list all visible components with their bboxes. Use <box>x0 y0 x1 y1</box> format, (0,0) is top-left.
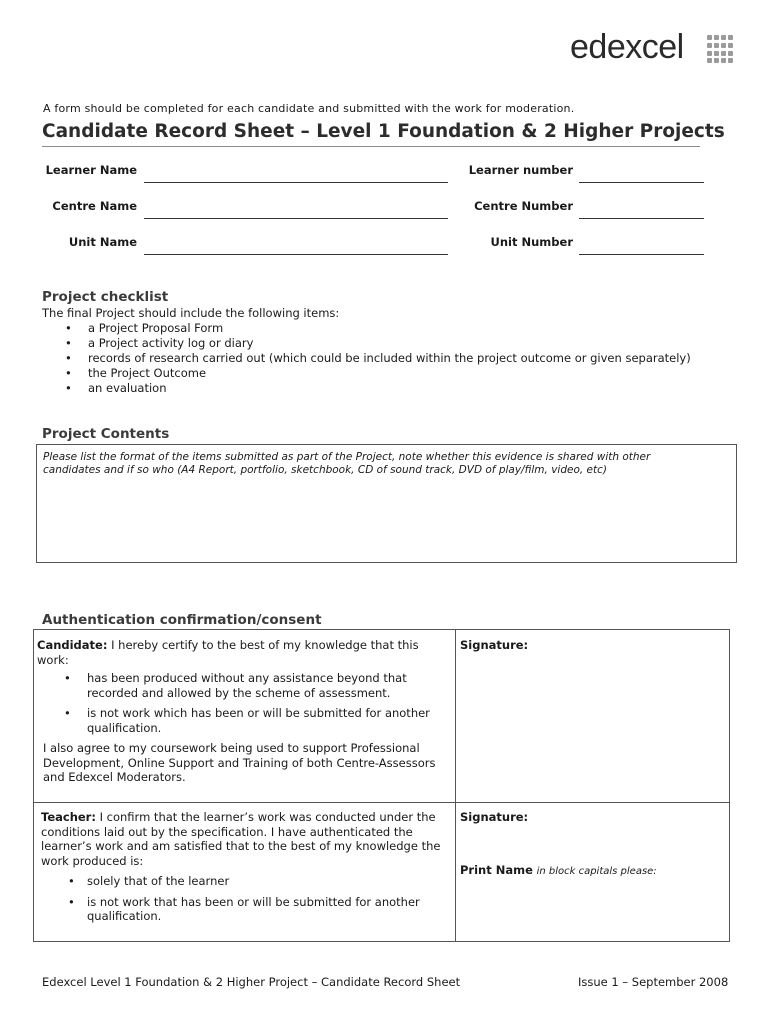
list-item: • is not work which has been or will be submitted for another qualification. <box>37 706 447 735</box>
logo-dots-icon <box>707 35 734 64</box>
intro-text: A form should be completed for each candidate and submitted with the work for moderation. <box>43 102 575 115</box>
list-item: • a Project Proposal Form <box>42 321 742 336</box>
centre-number-label: Centre Number <box>474 199 573 213</box>
checklist-heading: Project checklist <box>42 289 169 305</box>
contents-instructions: Please list the format of the items submitted as part of the Project, note whether this evidence is shared with other candidates and if so who (A4 Report, portfolio, sketchbook, CD of sound track, DVD of play/film, video, etc) <box>43 451 651 476</box>
table-column-divider <box>455 630 456 941</box>
unit-number-label: Unit Number <box>490 235 573 249</box>
candidate-statement: I hereby certify to the best of my knowledge that this work: <box>37 638 419 667</box>
candidate-signature-field[interactable] <box>457 660 725 798</box>
authentication-heading: Authentication confirmation/consent <box>42 612 322 628</box>
teacher-label: Teacher: <box>41 810 96 824</box>
print-name-row <box>460 863 725 880</box>
print-name-note: in block capitals please: <box>536 866 657 877</box>
authentication-table <box>33 629 730 942</box>
learner-number-label: Learner number <box>468 163 573 177</box>
checklist-intro: The final Project should include the following items: <box>42 306 340 320</box>
title-divider <box>42 146 700 147</box>
centre-number-field[interactable] <box>579 218 704 219</box>
list-item: • the Project Outcome <box>42 366 742 381</box>
centre-name-label: Centre Name <box>52 199 137 213</box>
candidate-cell <box>37 638 447 785</box>
teacher-cell <box>41 810 451 930</box>
centre-name-field[interactable] <box>144 218 448 219</box>
teacher-signature-label: Signature: <box>460 810 529 824</box>
learner-name-field[interactable] <box>144 182 448 183</box>
learner-number-field[interactable] <box>579 182 704 183</box>
unit-number-field[interactable] <box>579 254 704 255</box>
list-item: • is not work that has been or will be submitted for another qualification. <box>41 895 451 924</box>
print-name-field[interactable] <box>457 882 725 937</box>
list-item: • has been produced without any assistance beyond that recorded and allowed by the scheme of assessment. <box>37 671 447 700</box>
learner-name-label: Learner Name <box>45 163 137 177</box>
candidate-label: Candidate: <box>37 638 108 652</box>
teacher-statement: I confirm that the learner’s work was conducted under the conditions laid out by the specification. I have authenticated the learner’s work and am satisfied that to the best of my knowledge the work produced is: <box>41 810 441 868</box>
candidate-consent: I also agree to my coursework being used to support Professional Development, Online Support and Training of both Centre-Assessors and Edexcel Moderators. <box>43 741 436 784</box>
contents-input-box[interactable] <box>36 444 737 563</box>
list-item: • an evaluation <box>42 381 742 396</box>
edexcel-logo: edexcel <box>570 28 684 66</box>
table-row-divider <box>34 802 729 803</box>
unit-name-field[interactable] <box>144 254 448 255</box>
candidate-signature-label: Signature: <box>460 638 529 652</box>
page-title: Candidate Record Sheet – Level 1 Foundation & 2 Higher Projects <box>42 121 725 142</box>
checklist-list <box>42 321 742 396</box>
contents-heading: Project Contents <box>42 426 170 442</box>
list-item: • a Project activity log or diary <box>42 336 742 351</box>
candidate-list <box>37 671 447 735</box>
list-item: • solely that of the learner <box>41 874 451 889</box>
unit-name-label: Unit Name <box>68 235 137 249</box>
teacher-list <box>41 874 451 924</box>
print-name-label: Print Name <box>460 863 533 877</box>
footer-title: Edexcel Level 1 Foundation & 2 Higher Project – Candidate Record Sheet <box>42 975 461 989</box>
list-item: • records of research carried out (which could be included within the project outcome or given separately) <box>42 351 742 366</box>
checklist-block <box>42 306 742 396</box>
footer-issue: Issue 1 – September 2008 <box>578 975 729 989</box>
